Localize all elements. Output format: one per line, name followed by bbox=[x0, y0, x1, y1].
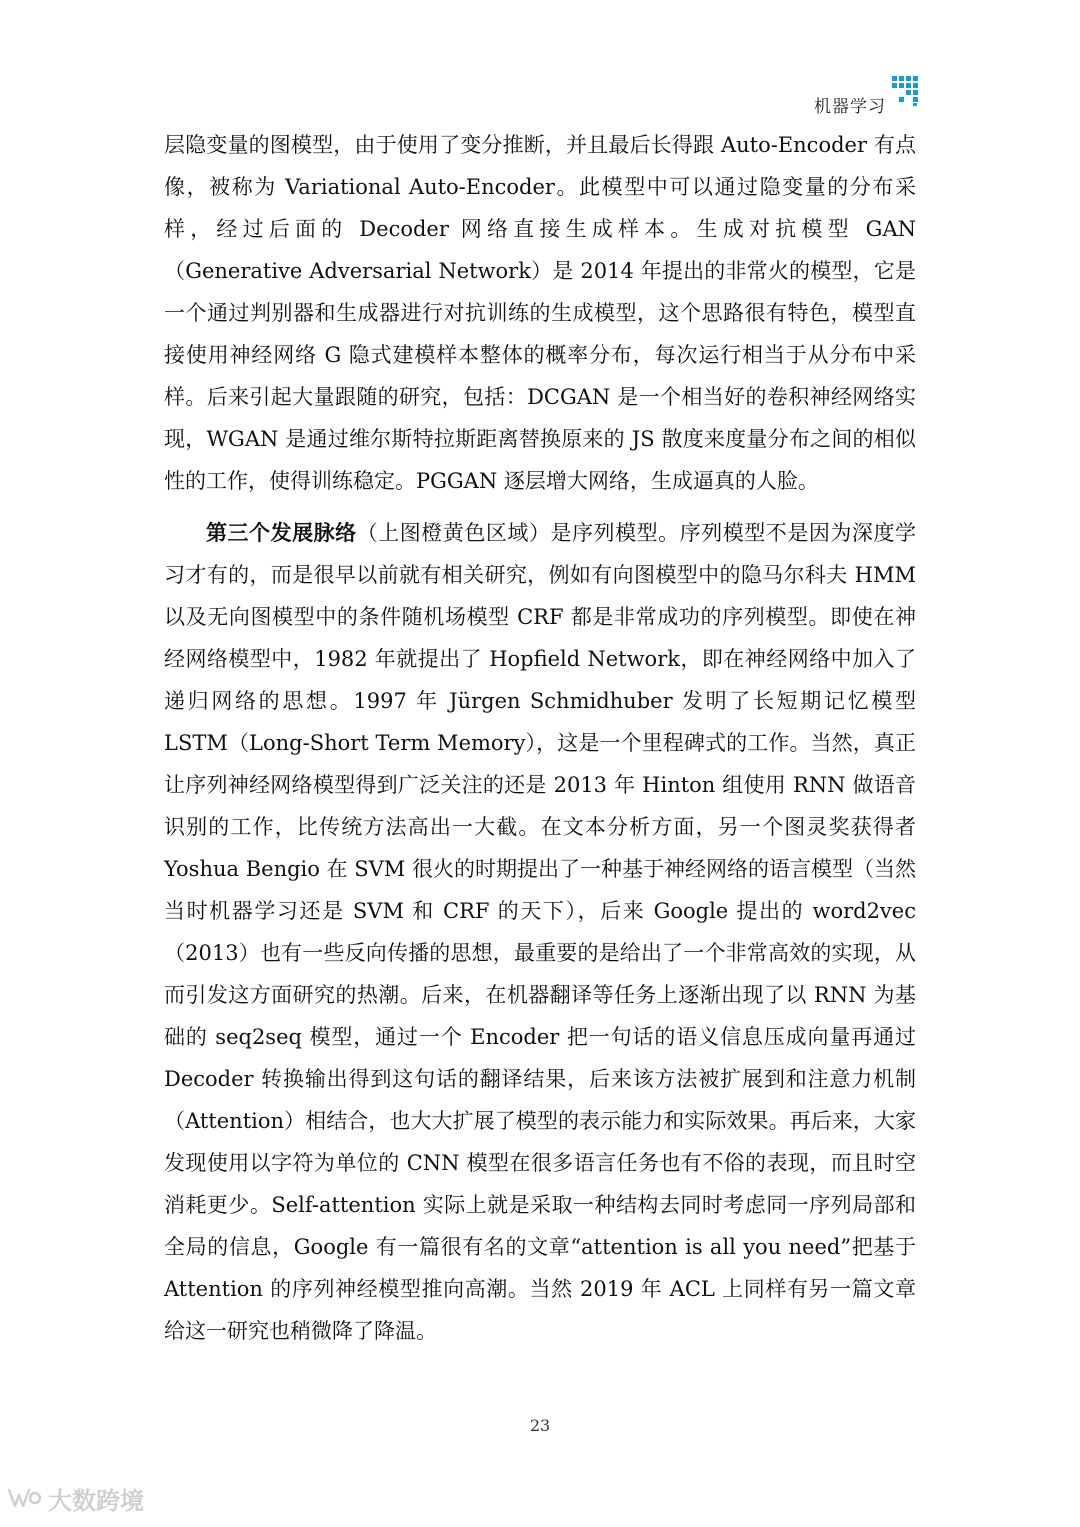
page-number: 23 bbox=[529, 1416, 551, 1435]
paragraph-1 bbox=[164, 124, 916, 502]
header-title: 机器学习 bbox=[814, 97, 886, 117]
paragraph-2-text: （上图橙黄色区域）是序列模型。序列模型不是因为深度学习才有的，而是很早以前就有相关研究，例如有向图模型中的隐马尔科夫 HMM 以及无向图模型中的条件随机场模型 CRF 都是非常成功的序列模型。即使在神经网络模型中，1982 年就提出了 Hopfield Network，即在神经网络中加入了递归网络的思想。1997 年 Jürgen Schmidhuber 发明了长短期记忆模型 LSTM（Long-Short Term Memory），这是一个里程碑式的工作。当然，真正让序列神经网络模型得到广泛关注的还是 2013 年 Hinton 组使用 RNN 做语音识别的工作，比传统方法高出一大截。在文本分析方面，另一个图灵奖获得者 Yoshua Bengio 在 SVM 很火的时期提出了一种基于神经网络的语言模型（当然当时机器学习还是 SVM 和 CRF 的天下），后来 Google 提出的 word2vec（2013）也有一些反向传播的思想，最重要的是给出了一个非常高效的实现，从而引发这方面研究的热潮。后来，在机器翻译等任务上逐渐出现了以 RNN 为基础的 seq2seq 模型，通过一个 Encoder 把一句话的语义信息压成向量再通过 Decoder 转换输出得到这句话的翻译结果，后来该方法被扩展到和注意力机制（Attention）相结合，也大大扩展了模型的表示能力和实际效果。再后来，大家发现使用以字符为单位的 CNN 模型在很多语言任务也有不俗的表现，而且时空消耗更少。Self-attention 实际上就是采取一种结构去同时考虑同一序列局部和全局的信息，Google 有一篇很有名的文章“attention is all you need”把基于 Attention 的序列神经模型推向高潮。当然 2019 年 ACL 上同样有另一篇文章给这一研究也稍微降了降温。 bbox=[164, 521, 916, 1343]
watermark-text: 大数跨境 bbox=[48, 1486, 144, 1515]
dot-grid-logo-icon bbox=[892, 76, 920, 106]
running-header bbox=[620, 76, 920, 118]
watermark bbox=[6, 1483, 144, 1513]
body-text bbox=[164, 124, 916, 1352]
paragraph-1-text: 层隐变量的图模型，由于使用了变分推断，并且最后长得跟 Auto-Encoder 有点像，被称为 Variational Auto-Encoder。此模型中可以通过隐变量的分布采样，经过后面的 Decoder 网络直接生成样本。生成对抗模型 GAN（Generative Adversarial Network）是 2014 年提出的非常火的模型，它是一个通过判别器和生成器进行对抗训练的生成模型，这个思路很有特色，模型直接使用神经网络 G 隐式建模样本整体的概率分布，每次运行相当于从分布中采样。后来引起大量跟随的研究，包括：DCGAN 是一个相当好的卷积神经网络实现，WGAN 是通过维尔斯特拉斯距离替换原来的 JS 散度来度量分布之间的相似性的工作，使得训练稳定。PGGAN 逐层增大网络，生成逼真的人脸。 bbox=[164, 133, 916, 493]
paragraph-2 bbox=[164, 512, 916, 1352]
paragraph-2-lead: 第三个发展脉络 bbox=[206, 520, 357, 545]
wechat-channel-icon bbox=[6, 1485, 42, 1511]
